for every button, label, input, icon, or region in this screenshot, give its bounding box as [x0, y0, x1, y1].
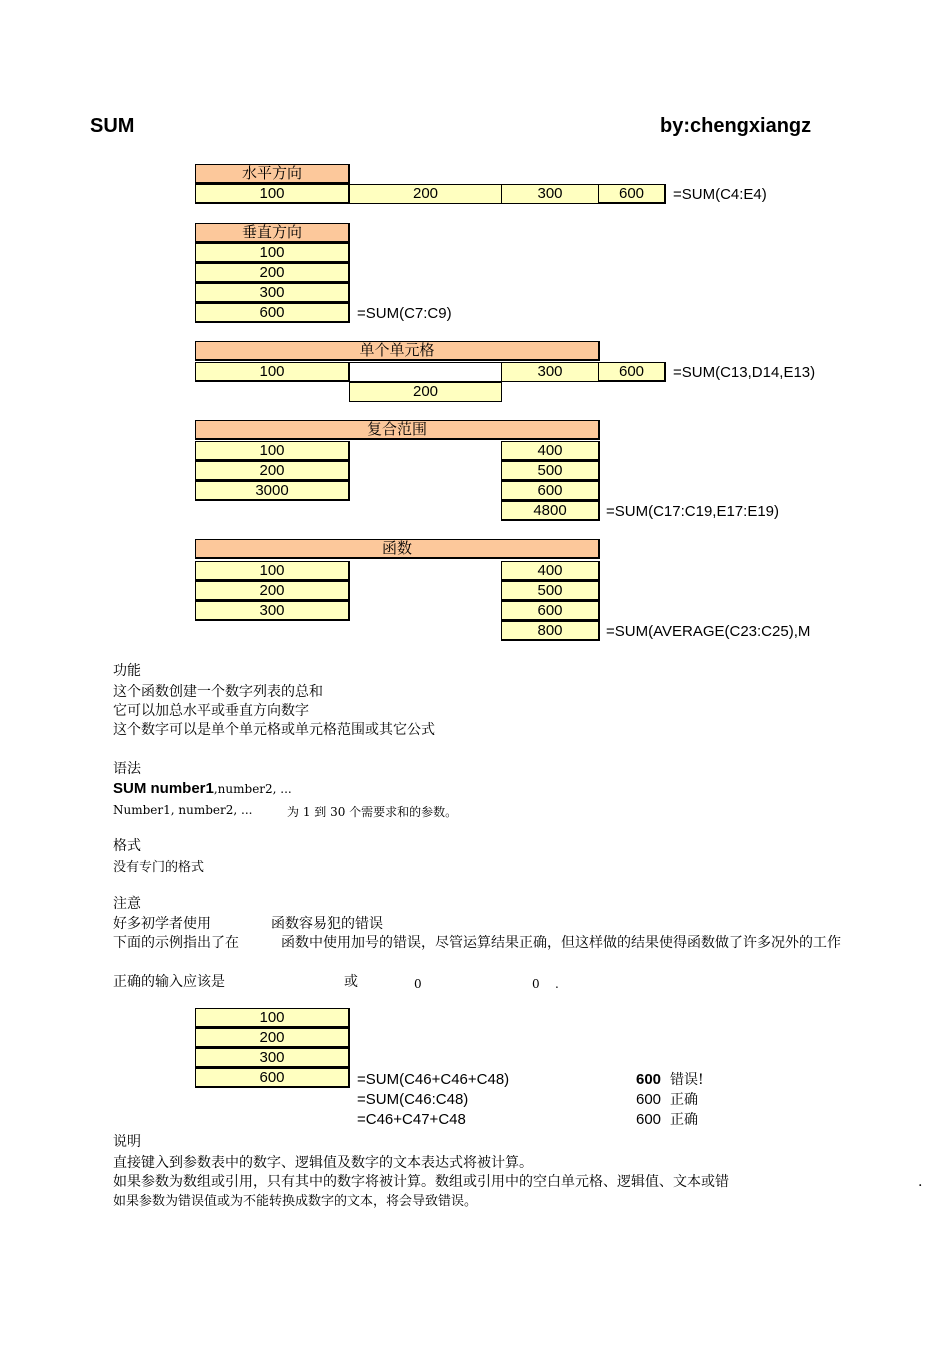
function-right-2: 500 [501, 581, 600, 601]
horizontal-sum-cell: 600 [598, 184, 666, 204]
example-cell-3: 300 [195, 1048, 350, 1068]
syntax-section-title: 语法 [113, 761, 141, 777]
explain-line-1: 直接键入到参数表中的数字、逻辑值及数字的文本表达式将被计算。 [113, 1155, 533, 1171]
single-cell-d14: 200 [349, 382, 502, 402]
function-left-3: 300 [195, 601, 350, 621]
composite-formula: =SUM(C17:C19,E17:E19) [606, 503, 779, 520]
horizontal-formula: =SUM(C4:E4) [673, 186, 767, 203]
function-right-3: 600 [501, 601, 600, 621]
composite-right-1: 400 [501, 441, 600, 461]
example-cell-2: 200 [195, 1028, 350, 1048]
syntax-bold: SUM number1 [113, 780, 214, 797]
correct-dot: . [555, 977, 559, 991]
function-left-1: 100 [195, 561, 350, 581]
func-line-1: 这个函数创建一个数字列表的总和 [113, 684, 323, 700]
correct-or: 或 [344, 974, 358, 990]
function-formula: =SUM(AVERAGE(C23:C25),M [606, 623, 811, 640]
sheet-title: SUM [90, 115, 135, 137]
syntax-desc-a: Number1, number2, ... [113, 803, 253, 817]
vertical-cell-3: 300 [195, 283, 350, 303]
single-cell-e13: 300 [501, 362, 599, 382]
explain-line-3: 如果参数为错误值或为不能转换成数字的文本，将会导致错误。 [113, 1194, 478, 1209]
explain-line-2-tail: . [918, 1174, 923, 1190]
function-header: 函数 [195, 539, 600, 559]
composite-header: 复合范围 [195, 420, 600, 440]
author-label: by:chengxiangz [660, 115, 812, 137]
composite-left-1: 100 [195, 441, 350, 461]
vertical-header: 垂直方向 [195, 223, 350, 243]
example-formula-2: =SUM(C46:C48) [357, 1091, 469, 1108]
function-right-1: 400 [501, 561, 600, 581]
example-status-1: 错误! [670, 1072, 704, 1088]
single-sum-cell: 600 [598, 362, 666, 382]
format-section-title: 格式 [113, 838, 141, 854]
single-blank-cell [349, 362, 502, 382]
func-line-2: 它可以加总水平或垂直方向数字 [113, 703, 309, 719]
horizontal-cell-3: 300 [501, 184, 599, 204]
function-sum-cell: 800 [501, 621, 600, 641]
example-result-2: 600 [636, 1091, 662, 1108]
example-status-3: 正确 [670, 1112, 698, 1128]
composite-left-3: 3000 [195, 481, 350, 501]
horizontal-cell-1: 100 [195, 184, 350, 204]
correct-zero-a: 0 [414, 977, 422, 991]
example-cell-1: 100 [195, 1008, 350, 1028]
note-section-title: 注意 [113, 896, 141, 912]
syntax-params: ,number2, ... [213, 782, 292, 796]
composite-sum-cell: 4800 [501, 501, 600, 521]
vertical-formula: =SUM(C7:C9) [357, 305, 452, 322]
vertical-cell-2: 200 [195, 263, 350, 283]
syntax-desc-b: 为 1 到 30 个需要求和的参数。 [287, 805, 458, 819]
example-cell-4: 600 [195, 1068, 350, 1088]
note-line-2a: 下面的示例指出了在 [113, 935, 239, 951]
composite-left-2: 200 [195, 461, 350, 481]
correct-line-a: 正确的输入应该是 [113, 974, 225, 990]
example-formula-1: =SUM(C46+C46+C48) [357, 1071, 510, 1088]
explain-line-2: 如果参数为数组或引用，只有其中的数字将被计算。数组或引用中的空白单元格、逻辑值、文本或错 [113, 1174, 729, 1190]
horizontal-header: 水平方向 [195, 164, 350, 184]
example-formula-3: =C46+C47+C48 [357, 1111, 466, 1128]
vertical-sum-cell: 600 [195, 303, 350, 323]
explain-title: 说明 [113, 1134, 141, 1150]
function-left-2: 200 [195, 581, 350, 601]
syntax-line [113, 779, 292, 799]
vertical-cell-1: 100 [195, 243, 350, 263]
example-result-1: 600 [636, 1071, 662, 1088]
format-line: 没有专门的格式 [113, 860, 205, 875]
note-line-2b: 函数中使用加号的错误，尽管运算结果正确，但这样做的结果使得函数做了许多况外的工作 [281, 935, 841, 951]
single-cell-c13: 100 [195, 362, 350, 382]
composite-right-2: 500 [501, 461, 600, 481]
composite-right-3: 600 [501, 481, 600, 501]
note-line-1a: 好多初学者使用 [113, 916, 211, 932]
func-section-title: 功能 [113, 663, 141, 679]
single-header: 单个单元格 [195, 341, 600, 361]
func-line-3: 这个数字可以是单个单元格或单元格范围或其它公式 [113, 722, 435, 738]
example-result-3: 600 [636, 1111, 662, 1128]
horizontal-cell-2: 200 [349, 184, 502, 204]
single-formula: =SUM(C13,D14,E13) [673, 364, 816, 381]
note-line-1b: 函数容易犯的错误 [271, 916, 383, 932]
correct-zero-b: 0 [532, 977, 540, 991]
example-status-2: 正确 [670, 1092, 698, 1108]
